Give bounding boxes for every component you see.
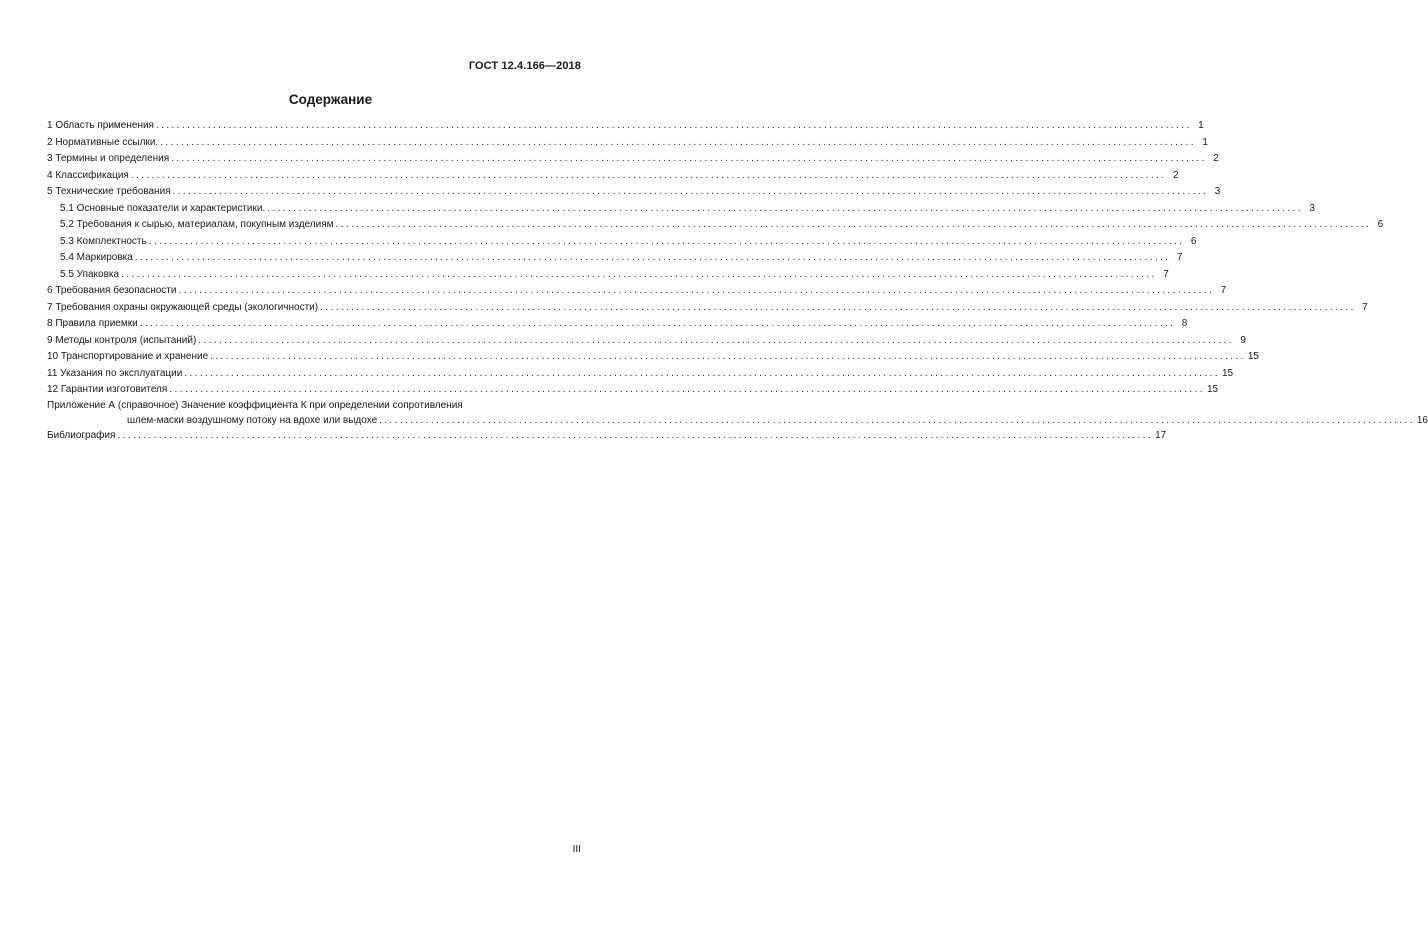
toc-page-number: 3 — [1214, 186, 1221, 197]
toc-entry[interactable] — [47, 234, 1197, 251]
toc-page-number: 15 — [1247, 351, 1259, 362]
toc-page-number: 2 — [1213, 153, 1219, 164]
toc-page-number: 7 — [1362, 301, 1368, 313]
toc-page-number: 15 — [1206, 384, 1219, 395]
toc-entry-label: 12 Гарантии изготовителя — [47, 384, 168, 395]
toc-entry[interactable] — [47, 135, 1208, 152]
toc-entry[interactable] — [47, 382, 1219, 399]
leader-dots: ........................................................................................................................................................................................................ — [171, 153, 1207, 164]
leader-dots: ........................................................................................................................................................................................................ — [379, 414, 1415, 426]
toc-entry-label: Библиография — [47, 429, 116, 441]
document-id: ГОСТ 12.4.166—2018 — [468, 60, 581, 72]
toc-entry[interactable] — [47, 366, 1234, 383]
leader-dots: ........................................................................................................................................................................................................ — [169, 384, 1205, 395]
toc-entry[interactable] — [47, 267, 1169, 284]
toc-entry[interactable] — [47, 283, 1227, 300]
leader-dots: ........................................................................................................................................................................................................ — [198, 334, 1234, 346]
leader-dots: ........................................................................................................................................................................................................ — [139, 318, 1176, 329]
leader-dots: ........................................................................................................................................................................................................ — [160, 136, 1196, 148]
toc-entry-label: 5 Технические требования — [47, 186, 171, 197]
toc-page-number: 2 — [1172, 169, 1179, 181]
toc-entry-bibliography[interactable] — [47, 428, 1167, 445]
toc-entry-label: 5.2 Требования к сырью, материалам, покупным изделиям — [60, 219, 334, 230]
leader-dots: ........................................................................................................................................................................................................ — [267, 202, 1303, 214]
toc-entry-label: 5.4 Маркировка — [60, 252, 133, 263]
toc-entry-label: 5.1 Основные показатели и характеристики. — [60, 202, 266, 214]
toc-page-number: 6 — [1190, 235, 1197, 247]
toc-page-number: 17 — [1155, 429, 1167, 441]
toc-entry-label: 10 Транспортирование и хранение — [47, 351, 209, 362]
toc-page-number: 7 — [1220, 285, 1227, 296]
toc-entry-appendix[interactable] — [47, 399, 1428, 428]
toc-entry[interactable] — [47, 184, 1221, 201]
toc-page-number: 3 — [1309, 202, 1315, 214]
toc-entry-label: 11 Указания по эксплуатации — [47, 367, 183, 379]
toc-entry-label: 1 Область применения — [47, 120, 154, 131]
leader-dots: ........................................................................................................................................................................................................ — [184, 367, 1220, 379]
toc-entry-label: 3 Термины и определения — [47, 153, 170, 164]
toc-entry-label: 4 Классификация — [47, 169, 129, 181]
leader-dots: ........................................................................................................................................................................................................ — [117, 429, 1154, 441]
toc-page-number: 9 — [1240, 334, 1246, 346]
leader-dots: ........................................................................................................................................................................................................ — [320, 301, 1356, 313]
toc-entry-label: 2 Нормативные ссылки. — [47, 136, 159, 148]
leader-dots: ........................................................................................................................................................................................................ — [335, 219, 1372, 230]
leader-dots: ........................................................................................................................................................................................................ — [121, 268, 1157, 280]
page-number: III — [572, 844, 581, 855]
leader-dots: ........................................................................................................................................................................................................ — [172, 186, 1209, 197]
toc-appendix-line2: шлем-маски воздушному потоку на вдохе или выдохе — [127, 414, 378, 426]
toc-title: Содержание — [288, 92, 373, 107]
toc-entry[interactable] — [47, 316, 1188, 333]
toc-entry[interactable] — [47, 349, 1259, 366]
toc-entry-label: 6 Требования безопасности — [47, 285, 177, 296]
toc-entry[interactable] — [47, 217, 1384, 234]
leader-dots: ........................................................................................................................................................................................................ — [134, 252, 1171, 263]
toc-entry-label: 9 Методы контроля (испытаний) — [47, 334, 197, 346]
leader-dots: ........................................................................................................................................................................................................ — [210, 351, 1246, 362]
toc-page-number: 7 — [1176, 252, 1183, 263]
toc-entry[interactable] — [47, 333, 1246, 350]
toc-appendix-line1: Приложение А (справочное) Значение коэффициента К при определении сопротивления — [47, 399, 463, 411]
leader-dots: ........................................................................................................................................................................................................ — [148, 235, 1185, 247]
toc-page-number: 7 — [1163, 268, 1169, 280]
toc-entry[interactable] — [47, 250, 1183, 267]
toc-page-number: 15 — [1221, 367, 1234, 379]
toc-entry-label: 5.3 Комплектность — [60, 235, 147, 247]
toc-page-number: 6 — [1377, 219, 1384, 230]
toc-page-number: 8 — [1181, 318, 1188, 329]
toc-entry[interactable] — [47, 300, 1368, 317]
toc-entry[interactable] — [47, 118, 1204, 135]
leader-dots: ........................................................................................................................................................................................................ — [130, 169, 1167, 181]
leader-dots: ........................................................................................................................................................................................................ — [155, 120, 1192, 131]
leader-dots: ........................................................................................................................................................................................................ — [178, 285, 1215, 296]
toc-entry[interactable] — [47, 151, 1219, 168]
toc-entry-label: 7 Требования охраны окружающей среды (экологичности) — [47, 301, 319, 313]
toc-entry[interactable] — [47, 201, 1315, 218]
toc-page-number: 1 — [1202, 136, 1208, 148]
toc-page-number: 1 — [1198, 120, 1204, 131]
toc-entry-label: 8 Правила приемки — [47, 318, 138, 329]
table-of-contents — [47, 118, 1428, 444]
toc-page-number: 16 — [1416, 414, 1428, 426]
toc-entry-label: 5.5 Упаковка — [60, 268, 120, 280]
toc-entry[interactable] — [47, 168, 1179, 185]
